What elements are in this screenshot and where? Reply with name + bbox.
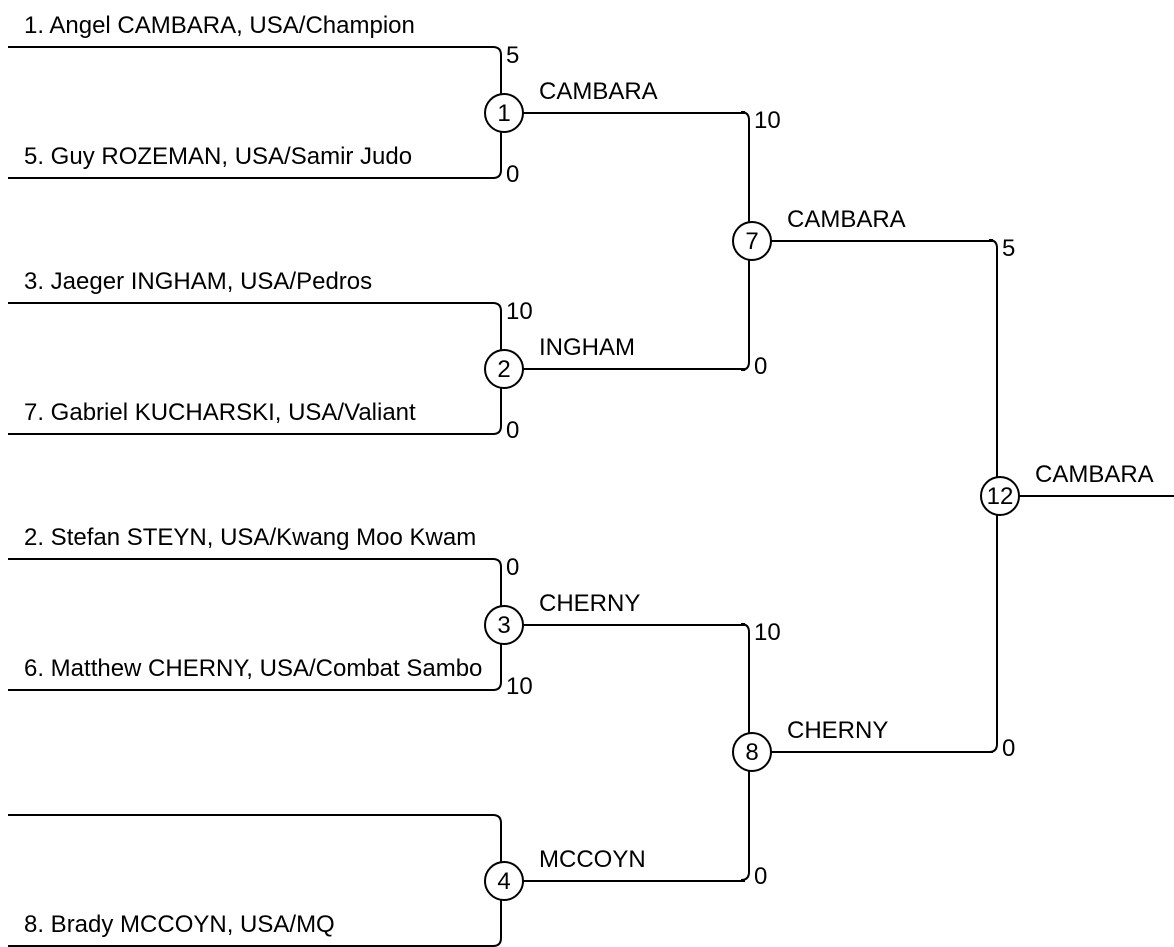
match-number: 7 — [745, 228, 759, 255]
winner-label: CHERNY — [539, 590, 641, 617]
entrant-label: 3. Jaeger INGHAM, USA/Pedros — [24, 268, 373, 295]
match-7 — [733, 112, 993, 370]
entrant-label: 6. Matthew CHERNY, USA/Combat Sambo — [24, 655, 483, 682]
top-score: 5 — [506, 42, 520, 69]
top-score: 5 — [1002, 235, 1016, 262]
winner-label: CHERNY — [787, 717, 889, 744]
match-number: 3 — [497, 612, 511, 639]
match-number: 2 — [497, 356, 511, 383]
top-score: 0 — [506, 554, 520, 581]
winner-label: CAMBARA — [1035, 461, 1154, 488]
winner-label: CAMBARA — [787, 206, 906, 233]
entrant-label: 1. Angel CAMBARA, USA/Champion — [24, 12, 415, 39]
match-number: 4 — [497, 868, 511, 895]
winner-label: INGHAM — [539, 334, 635, 361]
match-8 — [733, 624, 993, 880]
bottom-score: 10 — [506, 673, 533, 700]
match-number: 12 — [986, 483, 1014, 510]
entrant-label: 2. Stefan STEYN, USA/Kwang Moo Kwam — [24, 524, 477, 551]
top-score: 10 — [754, 619, 781, 646]
winner-label: CAMBARA — [539, 78, 658, 105]
entrant-label: 5. Guy ROZEMAN, USA/Samir Judo — [24, 143, 413, 170]
winner-label: MCCOYN — [539, 846, 646, 873]
top-score: 10 — [506, 298, 533, 325]
bottom-score: 0 — [754, 353, 768, 380]
entrant-label: 8. Brady MCCOYN, USA/MQ — [24, 911, 335, 938]
bottom-score: 0 — [506, 417, 520, 444]
entrant-label: 7. Gabriel KUCHARSKI, USA/Valiant — [24, 399, 416, 426]
bottom-score: 0 — [1002, 735, 1016, 762]
match-number: 1 — [497, 100, 511, 127]
bottom-score: 0 — [506, 161, 520, 188]
top-score: 10 — [754, 107, 781, 134]
bottom-score: 0 — [754, 863, 768, 890]
match-number: 8 — [745, 739, 759, 766]
